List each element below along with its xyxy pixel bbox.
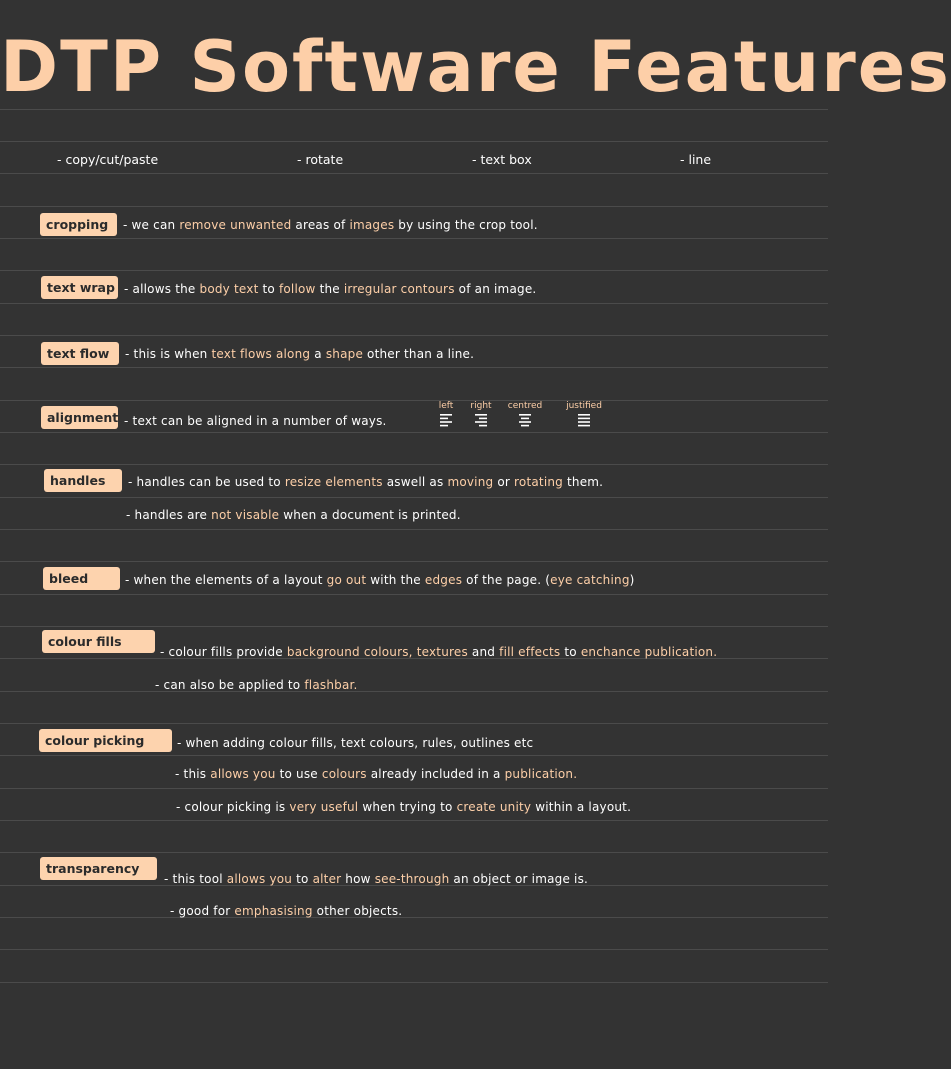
- text-segment: of an image.: [454, 282, 537, 296]
- alignment-justified: [559, 401, 609, 427]
- text-segment: - this is when: [125, 347, 212, 361]
- tool-text-box: - text box: [472, 152, 532, 167]
- text-flow-desc: [125, 347, 474, 361]
- highlight-text: fill effects: [499, 645, 561, 659]
- align-left-icon: [439, 413, 453, 427]
- align-right-icon: [474, 413, 488, 427]
- text-segment: - when adding colour fills, text colours, rules, outlines etc: [177, 736, 534, 750]
- highlight-text: emphasising: [234, 904, 313, 918]
- rule-line: [0, 432, 828, 433]
- alignment-centred-label: centred: [507, 401, 543, 411]
- alignment-right-label: right: [470, 401, 492, 411]
- rule-line: [0, 820, 828, 821]
- align-center-icon: [518, 413, 532, 427]
- text-segment: within a layout.: [531, 800, 632, 814]
- text-segment: a: [310, 347, 326, 361]
- text-segment: to: [292, 872, 313, 886]
- label-colour-fills: colour fills: [42, 630, 155, 653]
- text-segment: of the page. (: [462, 573, 551, 587]
- text-segment: when a document is printed.: [279, 508, 461, 522]
- highlight-text: very useful: [289, 800, 359, 814]
- rule-line: [0, 173, 828, 174]
- text-segment: - text can be aligned in a number of ways.: [124, 414, 387, 428]
- text-segment: - colour picking is: [176, 800, 290, 814]
- rule-line: [0, 238, 828, 239]
- rule-line: [0, 206, 828, 207]
- text-segment: - allows the: [124, 282, 200, 296]
- page-title: DTP Software Features: [0, 26, 951, 108]
- rule-line: [0, 141, 828, 142]
- text-wrap-desc: [124, 282, 536, 296]
- highlight-text: rotating: [514, 475, 563, 489]
- text-segment: the: [315, 282, 344, 296]
- rule-line: [0, 400, 828, 401]
- rule-line: [0, 464, 828, 465]
- text-segment: when trying to: [358, 800, 457, 814]
- label-bleed: bleed: [43, 567, 120, 590]
- text-segment: to use: [275, 767, 322, 781]
- text-segment: them.: [562, 475, 604, 489]
- rule-line: [0, 691, 828, 692]
- text-segment: with the: [366, 573, 425, 587]
- transparency-desc-1: [164, 872, 588, 886]
- highlight-text: allows you: [226, 872, 293, 886]
- transparency-desc-2: [170, 904, 402, 918]
- label-text-flow: text flow: [41, 342, 119, 365]
- label-alignment: alignment: [41, 406, 118, 429]
- rule-line: [0, 529, 828, 530]
- rule-line: [0, 335, 828, 336]
- text-segment: - this tool: [164, 872, 227, 886]
- cropping-desc: [123, 218, 538, 232]
- highlight-text: publication.: [504, 767, 578, 781]
- rule-line: [0, 594, 828, 595]
- text-segment: an object or image is.: [449, 872, 589, 886]
- rule-line: [0, 303, 828, 304]
- rule-line: [0, 497, 828, 498]
- highlight-text: irregular contours: [343, 282, 455, 296]
- highlight-text: not visable: [211, 508, 280, 522]
- handles-desc-2: [126, 508, 461, 522]
- label-colour-picking: colour picking: [39, 729, 172, 752]
- text-segment: - this: [175, 767, 211, 781]
- highlight-text: edges: [424, 573, 463, 587]
- text-segment: other than a line.: [363, 347, 475, 361]
- text-segment: - handles can be used to: [128, 475, 285, 489]
- tool-rotate: - rotate: [297, 152, 344, 167]
- highlight-text: go out: [326, 573, 367, 587]
- rule-line: [0, 723, 828, 724]
- alignment-left-label: left: [438, 401, 454, 411]
- tool-copy-cut-paste: - copy/cut/paste: [57, 152, 159, 167]
- rule-line: [0, 788, 828, 789]
- text-segment: - can also be applied to: [155, 678, 305, 692]
- rule-line: [0, 982, 828, 983]
- label-text-wrap: text wrap: [41, 276, 118, 299]
- highlight-text: alter: [312, 872, 342, 886]
- alignment-centred: [500, 401, 550, 427]
- text-segment: - we can: [123, 218, 180, 232]
- highlight-text: colours: [321, 767, 367, 781]
- text-segment: ): [629, 573, 635, 587]
- alignment-right: [456, 401, 506, 427]
- highlight-text: follow: [278, 282, 316, 296]
- label-cropping: cropping: [40, 213, 117, 236]
- text-segment: aswell as: [382, 475, 448, 489]
- rule-line: [0, 949, 828, 950]
- text-segment: - colour fills provide: [160, 645, 287, 659]
- highlight-text: background colours, textures: [286, 645, 468, 659]
- alignment-justified-label: justified: [566, 401, 602, 411]
- highlight-text: text flows along: [211, 347, 311, 361]
- highlight-text: eye catching: [550, 573, 630, 587]
- highlight-text: resize elements: [284, 475, 383, 489]
- highlight-text: allows you: [210, 767, 276, 781]
- text-segment: to: [560, 645, 581, 659]
- alignment-desc: [124, 414, 387, 428]
- highlight-text: shape: [325, 347, 364, 361]
- text-segment: areas of: [291, 218, 350, 232]
- label-handles: handles: [44, 469, 122, 492]
- handles-desc-1: [128, 475, 603, 489]
- text-segment: - good for: [170, 904, 235, 918]
- text-segment: - handles are: [126, 508, 212, 522]
- highlight-text: enchance publication.: [580, 645, 718, 659]
- text-segment: other objects.: [312, 904, 403, 918]
- highlight-text: images: [349, 218, 395, 232]
- label-transparency: transparency: [40, 857, 157, 880]
- highlight-text: create unity: [456, 800, 532, 814]
- text-segment: - when the elements of a layout: [125, 573, 327, 587]
- rule-line: [0, 561, 828, 562]
- colour-fills-desc-1: [160, 645, 717, 659]
- rule-line: [0, 755, 828, 756]
- text-segment: how: [341, 872, 375, 886]
- colour-picking-desc-3: [176, 800, 631, 814]
- text-segment: already included in a: [366, 767, 505, 781]
- rule-line: [0, 626, 828, 627]
- highlight-text: moving: [447, 475, 494, 489]
- tool-line: - line: [680, 152, 712, 167]
- text-segment: by using the crop tool.: [394, 218, 538, 232]
- highlight-text: remove unwanted: [179, 218, 292, 232]
- text-segment: to: [258, 282, 279, 296]
- text-segment: or: [493, 475, 515, 489]
- rule-line: [0, 367, 828, 368]
- align-justify-icon: [577, 413, 591, 427]
- text-segment: and: [467, 645, 500, 659]
- colour-picking-desc-1: [177, 736, 533, 750]
- highlight-text: see-through: [374, 872, 450, 886]
- rule-line: [0, 270, 828, 271]
- colour-picking-desc-2: [175, 767, 577, 781]
- colour-fills-desc-2: [155, 678, 358, 692]
- rule-line: [0, 852, 828, 853]
- bleed-desc: [125, 573, 635, 587]
- highlight-text: body text: [199, 282, 259, 296]
- rule-line: [0, 917, 828, 918]
- highlight-text: flashbar.: [304, 678, 358, 692]
